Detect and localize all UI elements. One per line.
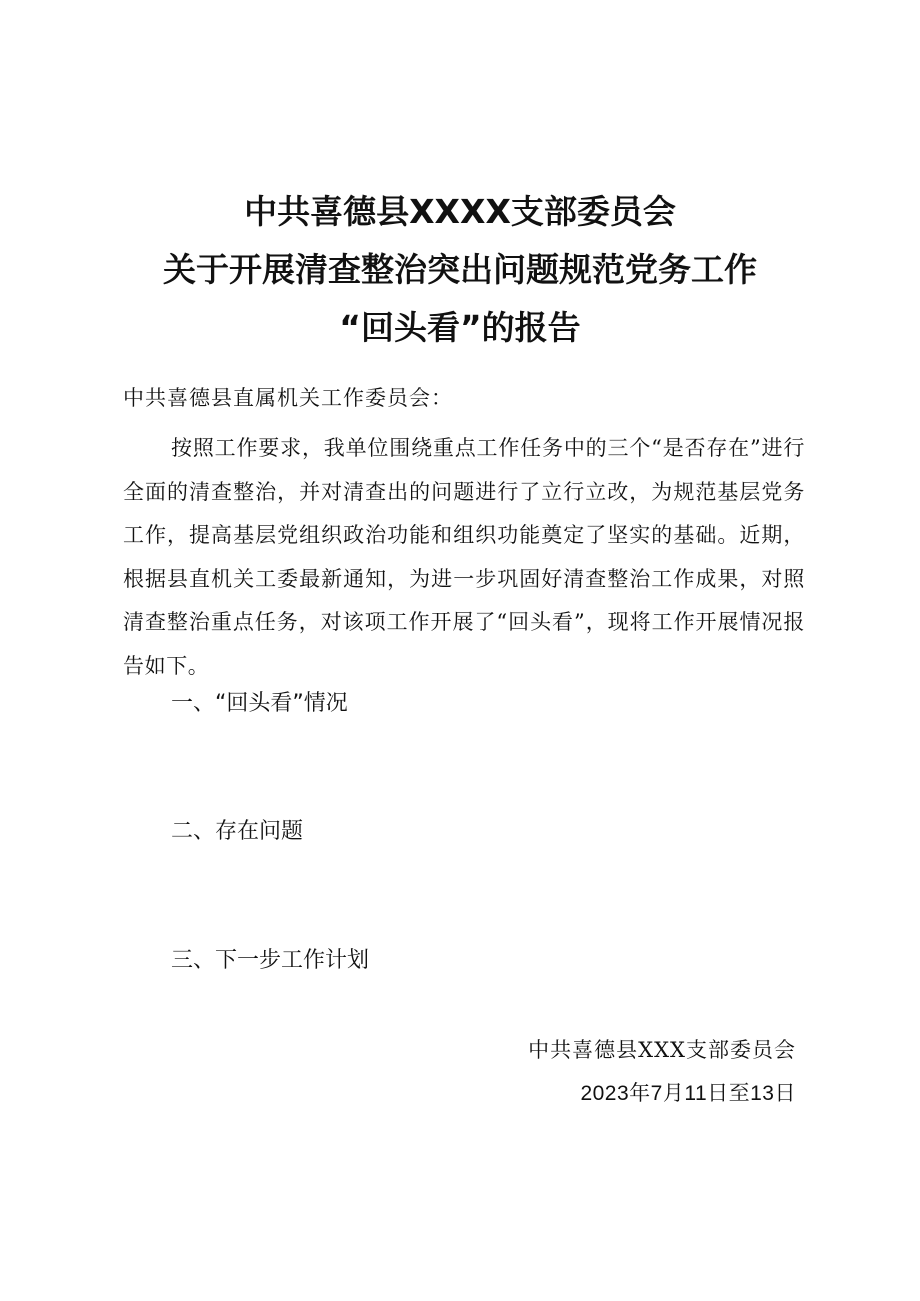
- signature-organization: 中共喜德县XXX支部委员会: [528, 1038, 796, 1062]
- section-heading-problems: 二、存在问题: [171, 819, 304, 844]
- section-heading-review: 一、“回头看”情况: [171, 691, 348, 716]
- intro-paragraph: 按照工作要求，我单位围绕重点工作任务中的三个“是否存在”进行全面的清查整治，并对清查出的问题进行了立行立改，为规范基层党务工作，提高基层党组织政治功能和组织功能奠定了坚实的基础。近期，根据县直机关工委最新通知，为进一步巩固好清查整治工作成果，对照清查整治重点任务，对该项工作开展了“回头看”，现将工作开展情况报告如下。: [123, 436, 805, 678]
- section-heading-next-steps: 三、下一步工作计划: [171, 948, 370, 973]
- signature-date: 2023年7月11日至13日: [580, 1082, 796, 1105]
- document-title-line-3: “回头看”的报告: [339, 308, 581, 347]
- document-title-line-1: 中共喜德县XXXX支部委员会: [244, 192, 676, 231]
- addressee: 中共喜德县直属机关工作委员会：: [123, 386, 453, 410]
- document-title-line-2: 关于开展清查整治突出问题规范党务工作: [163, 250, 757, 289]
